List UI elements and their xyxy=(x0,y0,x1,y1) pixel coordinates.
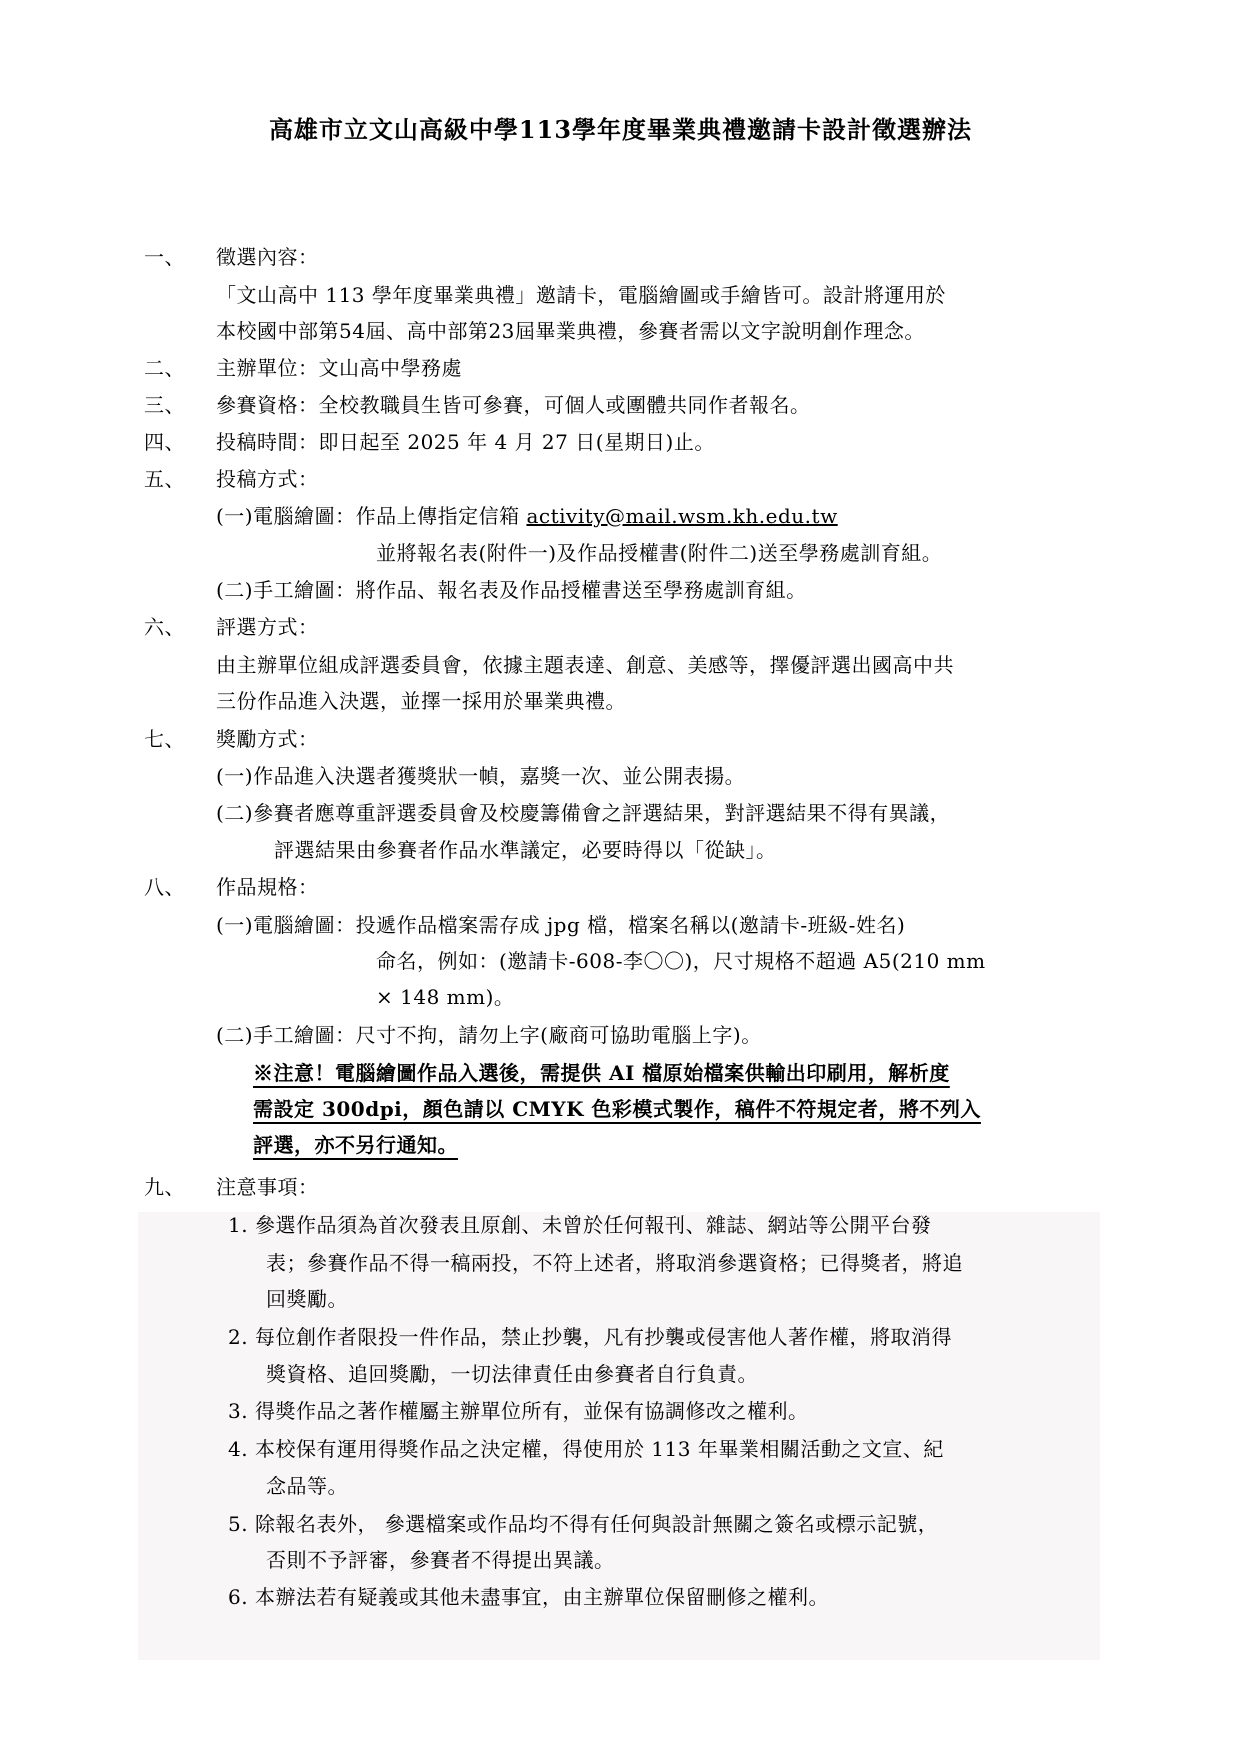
reward-item: (二)參賽者應尊重評選委員會及校慶籌備會之評選結果，對評選結果不得有異議， xyxy=(216,801,951,825)
section-number: 二、 xyxy=(144,356,185,380)
note-item: 5. 除報名表外， 參選檔案或作品均不得有任何與設計無關之簽名或標示記號， xyxy=(228,1512,939,1536)
document-title: 高雄市立文山高級中學113學年度畢業典禮邀請卡設計徵選辦法 xyxy=(268,115,973,144)
section-number: 四、 xyxy=(144,430,185,454)
section-heading: 獎勵方式： xyxy=(216,727,319,751)
note-item: 4. 本校保有運用得獎作品之決定權，得使用於 113 年畢業相關活動之文宣、紀 xyxy=(228,1437,944,1461)
section-heading: 參賽資格：全校教職員生皆可參賽，可個人或團體共同作者報名。 xyxy=(216,393,811,417)
section-number: 八、 xyxy=(144,875,185,899)
section-body-line: 三份作品進入決選，並擇一採用於畢業典禮。 xyxy=(216,689,626,713)
section-heading: 主辦單位：文山高中學務處 xyxy=(216,356,462,380)
note-item-continued: 回獎勵。 xyxy=(266,1287,348,1311)
note-item: 1. 參選作品須為首次發表且原創、未曾於任何報刊、雜誌、網站等公開平台發 xyxy=(228,1213,932,1237)
section-heading: 投稿方式： xyxy=(216,467,319,491)
note-item: 6. 本辦法若有疑義或其他未盡事宜，由主辦單位保留刪修之權利。 xyxy=(228,1585,829,1609)
note-item-continued: 念品等。 xyxy=(266,1474,348,1498)
section-heading: 評選方式： xyxy=(216,615,319,639)
section-heading: 注意事項： xyxy=(216,1175,319,1199)
submission-item-continued: 並將報名表(附件一)及作品授權書(附件二)送至學務處訓育組。 xyxy=(376,541,943,565)
section-body-line: 本校國中部第54屆、高中部第23屆畢業典禮，參賽者需以文字說明創作理念。 xyxy=(216,319,925,343)
section-number: 七、 xyxy=(144,727,185,751)
notice-line: ※注意！電腦繪圖作品入選後，需提供 AI 檔原始檔案供輸出印刷用，解析度 xyxy=(253,1061,950,1085)
spec-item-continued: 命名，例如：(邀請卡-608-李〇〇)，尺寸規格不超過 A5(210 mm xyxy=(376,949,986,973)
submission-item xyxy=(216,503,838,529)
note-item-continued: 表；參賽作品不得一稿兩投，不符上述者，將取消參選資格；已得獎者，將追 xyxy=(266,1251,963,1275)
reward-item: (一)作品進入決選者獲獎狀一幀，嘉獎一次、並公開表揚。 xyxy=(216,764,746,788)
notice-line: 評選，亦不另行通知。 xyxy=(253,1133,458,1157)
section-heading: 徵選內容： xyxy=(216,245,319,269)
note-item-continued: 否則不予評審，參賽者不得提出異議。 xyxy=(266,1548,615,1572)
section-number: 九、 xyxy=(144,1175,185,1199)
spec-item-continued: × 148 mm)。 xyxy=(376,985,515,1009)
notice-line: 需設定 300dpi，顏色請以 CMYK 色彩模式製作，稿件不符規定者，將不列入 xyxy=(253,1097,981,1121)
section-number: 一、 xyxy=(144,245,185,269)
section-body-line: 「文山高中 113 學年度畢業典禮」邀請卡，電腦繪圖或手繪皆可。設計將運用於 xyxy=(216,283,946,307)
section-number: 六、 xyxy=(144,615,185,639)
section-number: 三、 xyxy=(144,393,185,417)
email-link[interactable]: activity@mail.wsm.kh.edu.tw xyxy=(526,504,838,528)
section-heading: 作品規格： xyxy=(216,875,319,899)
spec-item: (一)電腦繪圖：投遞作品檔案需存成 jpg 檔，檔案名稱以(邀請卡-班級-姓名) xyxy=(216,913,906,937)
spec-item: (二)手工繪圖：尺寸不拘，請勿上字(廠商可協助電腦上字)。 xyxy=(216,1023,762,1047)
section-body-line: 由主辦單位組成評選委員會，依據主題表達、創意、美感等，擇優評選出國高中共 xyxy=(216,653,954,677)
section-number: 五、 xyxy=(144,467,185,491)
note-item: 3. 得獎作品之著作權屬主辦單位所有，並保有協調修改之權利。 xyxy=(228,1399,809,1423)
section-heading: 投稿時間：即日起至 2025 年 4 月 27 日(星期日)止。 xyxy=(216,430,715,454)
note-item-continued: 獎資格、追回獎勵，一切法律責任由參賽者自行負責。 xyxy=(266,1362,758,1386)
reward-item-continued: 評選結果由參賽者作品水準議定，必要時得以「從缺」。 xyxy=(274,838,777,862)
submission-item: (二)手工繪圖：將作品、報名表及作品授權書送至學務處訓育組。 xyxy=(216,578,807,602)
note-item: 2. 每位創作者限投一件作品，禁止抄襲，凡有抄襲或侵害他人著作權，將取消得 xyxy=(228,1325,952,1349)
submission-item-label: (一)電腦繪圖：作品上傳指定信箱 xyxy=(216,504,527,528)
